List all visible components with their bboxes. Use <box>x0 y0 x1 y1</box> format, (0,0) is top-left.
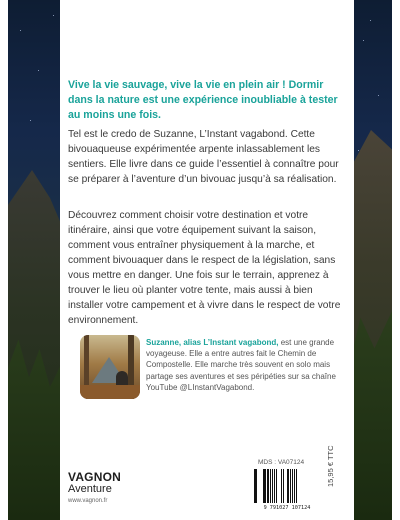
publisher-name: VAGNON <box>68 470 121 484</box>
intro-text: Vive la vie sauvage, vive la vie en plein air ! Dormir dans la nature est une expérience inoubliable à tester au moins une fois. <box>68 79 338 121</box>
author-name: Suzanne, alias L’Instant vagabond, <box>146 338 279 347</box>
paragraph-discover: Découvrez comment choisir votre destination et votre itinéraire, ainsi que votre équipement suivant la saison, comment vous entraîner physiquement à la marche, et comment bivouaquer dans le respect de la législation, sans vous mettre en danger. Une fois sur le terrain, apprenez à trouver le lieu où planter votre tente, mais aussi à bien installer votre campement et à vivre dans le respect de votre environnement. <box>68 210 341 326</box>
barcode <box>254 469 320 503</box>
price: 15,95 € TTC <box>326 445 335 487</box>
publisher-logo <box>68 471 121 504</box>
publisher-collection: Aventure <box>68 483 112 495</box>
author-bio-text: est une grande voyageuse. Elle a entre autres fait le Chemin de Compostelle. Elle marche très souvent en solo mais partage ses aventures et ses péripéties sur sa chaîne YouTube @LInstantVagabond. <box>146 338 336 392</box>
barcode-number: 9 791027 107124 <box>263 505 311 511</box>
author-bio <box>146 337 342 393</box>
author-photo <box>80 335 140 399</box>
barcode-bar <box>297 469 299 503</box>
mds-code: MDS : VA07124 <box>258 459 305 466</box>
publisher-url: www.vagnon.fr <box>68 498 108 504</box>
paragraph-credo: Tel est le credo de Suzanne, L’Instant vagabond. Cette bivouaqueuse expérimentée arpente inlassablement les sentiers. Elle livre dans ce guide l’essentiel à connaître pour se préparer à l’aventure d’un bivouac jusqu’à sa réalisation. <box>68 129 339 185</box>
